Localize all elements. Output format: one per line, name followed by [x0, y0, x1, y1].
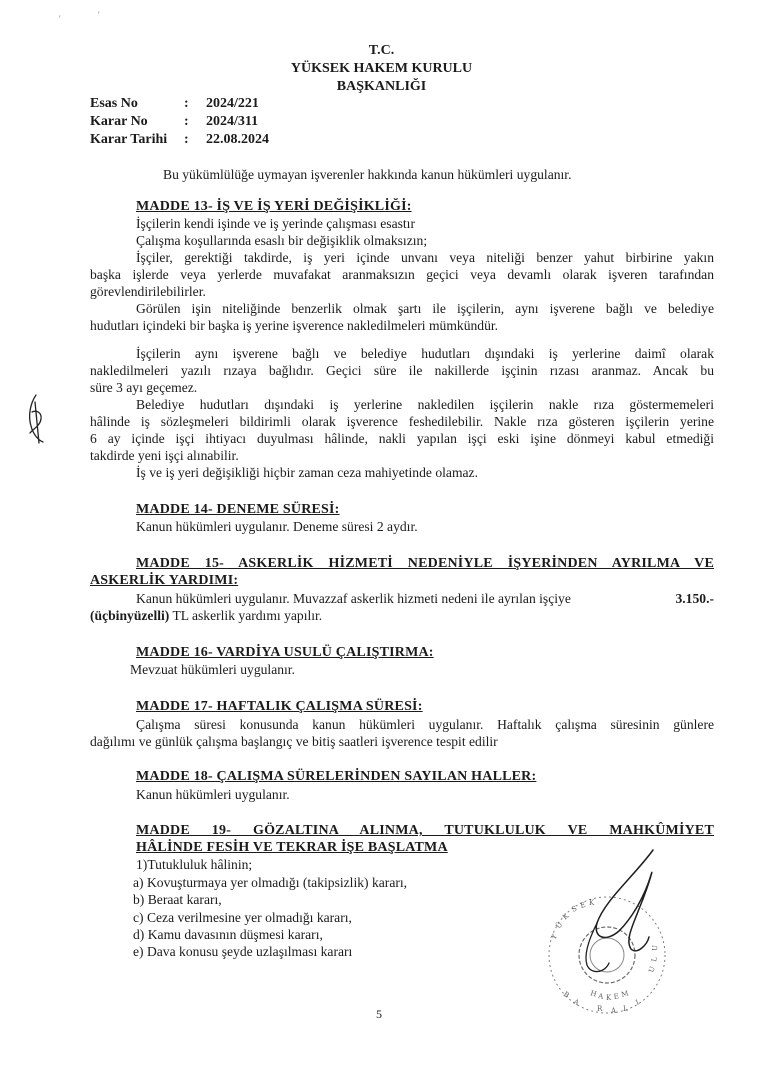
paragraph-line: Kanun hükümleri uygulanır. Deneme süresi 2 aydır. — [136, 519, 418, 534]
madde-13-heading: MADDE 13- İŞ VE İŞ YERİ DEĞİŞİKLİĞİ: — [136, 199, 412, 214]
paragraph-line: nakledilmeleri yazılı rızaya bağlıdır. Geçici süre ile nakillerde işçinin rızası aranmaz. Ancak bu — [90, 363, 714, 378]
svg-text:S: S — [570, 904, 579, 914]
paragraph-line: Belediye hudutları dışındaki iş yerlerine nakledilen işçilerin nakle rıza göstermemeleri — [136, 397, 714, 412]
scan-speck: ' — [59, 14, 61, 24]
svg-text:Y: Y — [549, 932, 560, 941]
paragraph-text: TL askerlik yardımı yapılır. — [169, 608, 323, 623]
paragraph-line: süre 3 ayı geçemez. — [90, 380, 198, 395]
list-item: a) Kovuşturmaya yer olmadığı (takipsizlik) kararı, — [133, 875, 408, 890]
madde-19-heading-cont: HÂLİNDE FESİH VE TEKRAR İŞE BAŞLATMA — [136, 840, 448, 855]
header-tc: T.C. — [368, 43, 395, 58]
tarih-value: 22.08.2024 — [206, 132, 269, 147]
svg-text:K: K — [589, 899, 595, 907]
official-seal-stamp — [535, 845, 685, 1025]
paragraph-line: görevlendirilebilirler. — [90, 284, 206, 299]
paragraph-line — [90, 608, 322, 624]
paragraph-line — [136, 591, 714, 607]
esas-value: 2024/221 — [206, 96, 259, 111]
paragraph-line: dağılımı ve günlük çalışma başlangıç ve bitiş saatleri işverence tespit edilir — [90, 734, 498, 749]
svg-text:U: U — [647, 965, 657, 974]
esas-label: Esas No — [90, 96, 138, 111]
svg-text:K: K — [606, 994, 612, 1002]
madde-18-heading: MADDE 18- ÇALIŞMA SÜRELERİNDEN SAYILAN HALLER: — [136, 769, 537, 784]
colon: : — [184, 132, 189, 147]
paragraph-line: hudutları içindeki bir başka iş yerine işverence nakledilmeleri mümkündür. — [90, 318, 499, 333]
svg-text:I: I — [634, 998, 641, 1007]
madde-16-heading: MADDE 16- VARDİYA USULÜ ÇALIŞTIRMA: — [136, 645, 434, 660]
tarih-label: Karar Tarihi — [90, 132, 168, 147]
paragraph-text: Kanun hükümleri uygulanır. Muvazzaf askerlik hizmeti nedeni ile ayrılan işçiye — [136, 591, 571, 606]
list-item: c) Ceza verilmesine yer olmadığı kararı, — [133, 910, 352, 925]
svg-text:U: U — [651, 944, 660, 952]
amount-words: (üçbinyüzelli) — [90, 608, 170, 623]
list-item: d) Kamu davasının düşmesi kararı, — [133, 927, 323, 942]
svg-text:Ü: Ü — [554, 920, 565, 931]
madde-17-heading: MADDE 17- HAFTALIK ÇALIŞMA SÜRESİ: — [136, 699, 423, 714]
paragraph-line: başka işlerde veya yerlerde muvafakat aranmaksızın geçici veya devamlı olarak işveren tarafından — [90, 267, 714, 282]
paragraph-line: İşçilerin aynı işverene bağlı ve belediye hudutları dışındaki iş yerlerine daimî olarak — [136, 346, 714, 361]
colon: : — [184, 96, 189, 111]
madde-14-heading: MADDE 14- DENEME SÜRESİ: — [136, 502, 340, 517]
paragraph-line: 6 ay içinde işçi ihtiyacı duyulması hâlinde, nakli yapılan işçi eski işine dönmeyi kabul etmediği — [90, 431, 714, 446]
paragraph-line: Mevzuat hükümleri uygulanır. — [130, 662, 295, 677]
header-department: BAŞKANLIĞI — [336, 79, 427, 94]
intro-text: Bu yükümlülüğe uymayan işverenler hakkında kanun hükümleri uygulanır. — [163, 167, 572, 182]
svg-text:A: A — [572, 997, 581, 1007]
madde-15-heading-cont: ASKERLİK YARDIMI: — [90, 573, 239, 588]
page-number: 5 — [376, 1007, 382, 1021]
paragraph-line: Çalışma süresi konusunda kanun hükümleri uygulanır. Haftalık çalışma süresinin günlere — [136, 717, 714, 732]
paragraph-line: İşçilerin kendi işinde ve iş yerinde çalışması esastır — [136, 216, 415, 231]
paragraph-line: Görülen işin niteliğinde benzerlik olmak şartı ile işçilerin, aynı işverene bağlı ve belediye — [136, 301, 714, 316]
madde-15-heading: MADDE 15- ASKERLİK HİZMETİ NEDENİYLE İŞYERİNDEN AYRILMA VE — [136, 556, 714, 571]
svg-text:R: R — [597, 1005, 603, 1013]
paragraph-line: Kanun hükümleri uygulanır. — [136, 787, 290, 802]
svg-text:L: L — [650, 956, 659, 963]
svg-text:B: B — [561, 990, 571, 1000]
paragraph-line: İş ve iş yeri değişikliği hiçbir zaman ceza mahiyetinde olamaz. — [136, 465, 478, 480]
list-intro: 1)Tutukluluk hâlinin; — [136, 857, 253, 872]
svg-text:H: H — [589, 989, 598, 999]
svg-text:E: E — [579, 900, 587, 910]
colon: : — [184, 114, 189, 129]
karar-label: Karar No — [90, 114, 148, 129]
svg-text:A: A — [597, 992, 604, 1001]
list-item: b) Beraat kararı, — [133, 892, 222, 907]
header-institution: YÜKSEK HAKEM KURULU — [290, 61, 473, 76]
paragraph-line: hâlinde iş sözleşmeleri bildirimli olarak işverence feshedilebilir. Nakle rıza gösteren işçilerin yerine — [90, 414, 714, 429]
svg-text:K: K — [561, 912, 571, 922]
paragraph-line: Çalışma koşullarında esaslı bir değişiklik olmaksızın; — [136, 233, 428, 248]
svg-text:E: E — [613, 992, 620, 1001]
svg-text:L: L — [623, 1005, 628, 1013]
paragraph-line: takdirde yeni işçi alınabilir. — [90, 448, 239, 463]
list-item: e) Dava konusu şeyde uzlaşılması kararı — [133, 944, 353, 959]
madde-19-heading: MADDE 19- GÖZALTINA ALINMA, TUTUKLULUK VE MAHKÛMİYET — [136, 823, 714, 838]
karar-value: 2024/311 — [206, 114, 259, 129]
svg-text:M: M — [620, 989, 630, 999]
margin-initial-mark — [22, 392, 52, 447]
svg-text:A: A — [611, 1007, 617, 1015]
paragraph-line: İşçiler, gerektiği takdirde, iş yeri içinde unvanı veya niteliği benzer yahut birbirine yakın — [136, 250, 714, 265]
scan-speck: ' — [98, 10, 100, 20]
amount-text: 3.150.- — [675, 591, 714, 606]
